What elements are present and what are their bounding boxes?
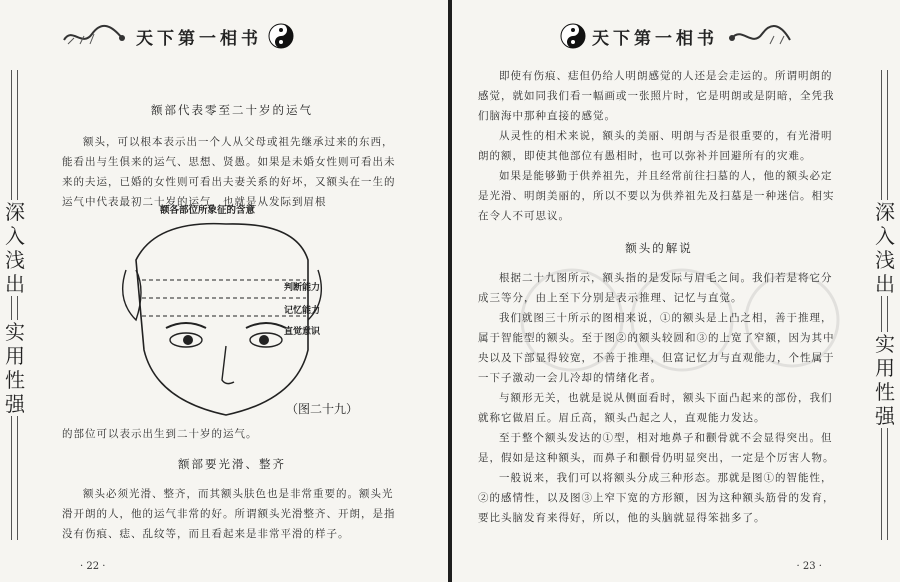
- side-tab-char: 深: [875, 200, 895, 224]
- rail-line: [887, 70, 888, 540]
- right-header: [560, 14, 794, 58]
- paragraph: 如果是能够勤于供养祖先，并且经常前往扫墓的人，他的额头必定是光滑、明朗美丽的，所以不要以为供养祖先及扫墓是一种迷信。相实在令人不可思议。: [478, 170, 835, 222]
- paragraph: 一般说来，我们可以将额头分成三种形态。那就是图①的智能性，②的感情性，以及图③上窄下宽的方形额，因为这种额头筋骨的发育，要比头脑发育来得好，所以，他的头脑就显得笨拙多了。: [478, 472, 835, 524]
- right-text: [478, 66, 840, 528]
- left-header: [60, 14, 294, 58]
- side-tab-char: 用: [875, 356, 895, 380]
- label-memory: 记忆能力: [284, 306, 321, 316]
- paragraph: 从灵性的相术来说，额头的美丽、明朗与否是很重要的，有光滑明朗的额，即使其他部位有愚相时，也可以弥补并回避所有的灾难。: [478, 130, 833, 162]
- yin-yang-icon: [560, 23, 586, 49]
- figure-title: 额各部位所象征的含意: [160, 205, 256, 216]
- paragraph: 即使有伤痕、痣但仍给人明朗感觉的人还是会走运的。所谓明朗的感觉，就如同我们看一幅画或一张照片时，它是明朗或是阴暗，全凭我们脑海中那种直接的感觉。: [478, 70, 835, 122]
- face-drawing: [96, 200, 366, 430]
- rail-line: [11, 70, 12, 540]
- section-heading: 额头的解说: [625, 241, 693, 255]
- rail-line: [881, 70, 882, 540]
- left-page: [0, 0, 448, 582]
- side-tab-char: 出: [875, 272, 895, 296]
- side-tab-char: 性: [5, 368, 25, 392]
- paragraph: 根据二十九图所示，额头指的是发际与眉毛之间。我们若是将它分成三等分，由上至下分别是表示推理、记忆与直觉。: [478, 272, 833, 304]
- side-tab-char: 强: [5, 392, 25, 416]
- side-tab-bottom: [2, 320, 28, 416]
- dragon-ornament-icon: [60, 22, 130, 50]
- side-tab-char: 出: [5, 272, 25, 296]
- dragon-ornament-icon: [724, 22, 794, 50]
- side-tab-char: 用: [5, 344, 25, 368]
- side-tab-char: 深: [5, 200, 25, 224]
- paragraph: 的部位可以表示出生到二十岁的运气。: [62, 428, 258, 440]
- paragraph: 额头，可以根本表示出一个人从父母或祖先继承过来的东西，能看出与生俱来的运气、思想、贤愚。如果是未婚女性则可看出未来的夫运，已婚的女性则可看出夫妻关系的好坏，又额头在一生的运气中代表最初二十岁的运气，也就是从发际到眉根: [62, 136, 396, 208]
- paragraph: 额头必须光滑、整齐，而其额头肤色也是非常重要的。额头光滑开朗的人，他的运气非常的好。所谓额头光滑整齐、开朗，是指没有伤痕、痣、乱纹等，而且看起来是非常平滑的样子。: [62, 488, 396, 540]
- side-tab-char: 实: [5, 320, 25, 344]
- side-tab-bottom: [872, 332, 898, 428]
- side-tab-char: 浅: [875, 248, 895, 272]
- page-number: · 22 ·: [80, 561, 106, 572]
- side-tab-char: 入: [5, 224, 25, 248]
- paragraph: 我们就图三十所示的图相来说，①的额头是上凸之相，善于推理，属于智能型的额头。至于图②的额头较圆和③的上宽了窄额，因为其中央以及下部显得较宽，不善于推理，但富记忆力与直观能力，个性属于一下子激动一会儿冷却的情绪化者。: [478, 312, 835, 384]
- section-heading: 额部代表零至二十岁的运气: [151, 103, 313, 117]
- right-page: [452, 0, 900, 582]
- left-text-top: [62, 92, 402, 212]
- label-judgment: 判断能力: [284, 283, 321, 293]
- paragraph: 与额形无关，也就是说从侧面看时，额头下面凸起来的部份，我们就称它做眉丘。眉丘高，额头凸起之人，直观能力发达。: [478, 392, 833, 424]
- left-side-rail: [5, 70, 25, 540]
- page-number: · 23 ·: [796, 561, 822, 572]
- header-title: 天下第一相书: [592, 28, 718, 49]
- forehead-figure: [96, 200, 366, 430]
- side-tab-char: 浅: [5, 248, 25, 272]
- side-tab-top: [2, 200, 28, 296]
- yin-yang-icon: [268, 23, 294, 49]
- rail-line: [17, 70, 18, 540]
- side-tab-char: 性: [875, 380, 895, 404]
- left-text-bottom: [62, 424, 402, 544]
- side-tab-char: 强: [875, 404, 895, 428]
- right-side-rail: [875, 70, 895, 540]
- side-tab-char: 实: [875, 332, 895, 356]
- paragraph: 至于整个额头发达的①型，相对地鼻子和颧骨就不会显得突出。但是，假如是这种额头，而鼻子和颧骨仍明显突出，一定是个厉害人物。: [478, 432, 835, 464]
- label-intuition: 直觉意识: [284, 327, 321, 337]
- header-title: 天下第一相书: [136, 28, 262, 49]
- side-tab-top: [872, 200, 898, 296]
- side-tab-char: 入: [875, 224, 895, 248]
- figure-caption: （图二十九）: [286, 402, 359, 416]
- section-heading: 额部要光滑、整齐: [178, 457, 286, 471]
